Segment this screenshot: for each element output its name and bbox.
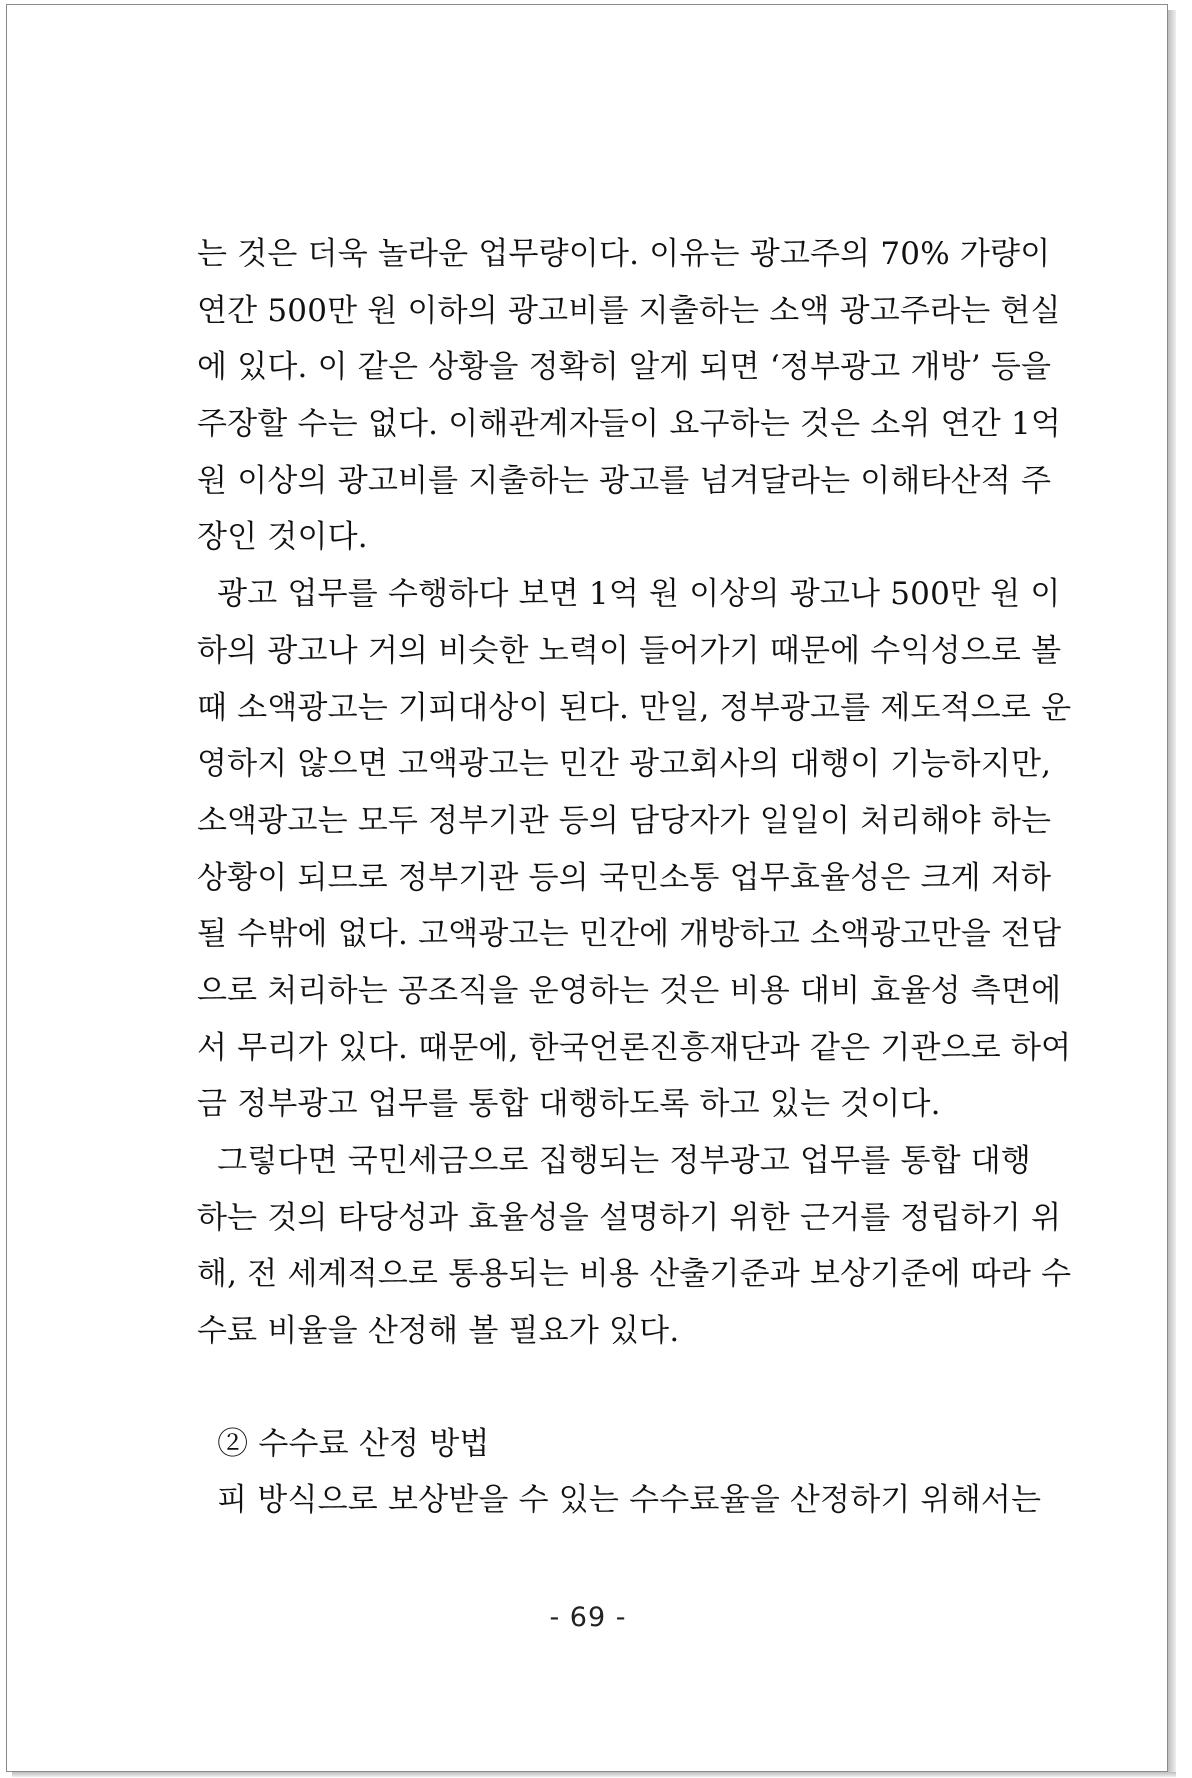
paragraph-3: [197, 1133, 1072, 1360]
text-line: 상황이 되므로 정부기관 등의 국민소통 업무효율성은 크게 저하: [197, 859, 1052, 896]
text-line: 으로 처리하는 공조직을 운영하는 것은 비용 대비 효율성 측면에: [197, 972, 1062, 1009]
page-shadow-right: [1168, 10, 1176, 1774]
text-line: 하의 광고나 거의 비슷한 노력이 들어가기 때문에 수익성으로 볼: [197, 632, 1062, 669]
text-line: 될 수밖에 없다. 고액광고는 민간에 개방하고 소액광고만을 전담: [197, 916, 1062, 953]
text-line: 해, 전 세계적으로 통용되는 비용 산출기준과 보상기준에 따라 수: [197, 1256, 1072, 1293]
text-line: 연간 500만 원 이하의 광고비를 지출하는 소액 광고주라는 현실: [197, 292, 1061, 329]
section-heading-text: ② 수수료 산정 방법: [197, 1425, 490, 1462]
text-line: 하는 것의 타당성과 효율성을 설명하기 위한 근거를 정립하기 위: [197, 1199, 1062, 1236]
paragraph-1: [197, 226, 1062, 566]
text-line: 수료 비율을 산정해 볼 필요가 있다.: [197, 1313, 680, 1350]
text-line: 원 이상의 광고비를 지출하는 광고를 넘겨달라는 이해타산적 주: [197, 462, 1052, 499]
paragraph-4: [197, 1472, 1042, 1529]
text-line: 피 방식으로 보상받을 수 있는 수수료율을 산정하기 위해서는: [197, 1482, 1042, 1519]
text-line: 서 무리가 있다. 때문에, 한국언론진흥재단과 같은 기관으로 하여: [197, 1029, 1072, 1066]
text-line: 때 소액광고는 기피대상이 된다. 만일, 정부광고를 제도적으로 운: [197, 689, 1072, 726]
text-line: 에 있다. 이 같은 상황을 정확히 알게 되면 ‘정부광고 개방’ 등을: [197, 349, 1052, 386]
text-line: 장인 것이다.: [197, 519, 368, 556]
text-line: 는 것은 더욱 놀라운 업무량이다. 이유는 광고주의 70% 가량이: [197, 236, 1051, 272]
page-shadow-bottom: [12, 1772, 1176, 1777]
text-line: 주장할 수는 없다. 이해관계자들이 요구하는 것은 소위 연간 1억: [197, 406, 1062, 443]
text-line: 금 정부광고 업무를 통합 대행하도록 하고 있는 것이다.: [197, 1086, 941, 1123]
text-line: 영하지 않으면 고액광고는 민간 광고회사의 대행이 기능하지만,: [197, 746, 1052, 783]
text-line: 소액광고는 모두 정부기관 등의 담당자가 일일이 처리해야 하는: [197, 802, 1052, 839]
section-heading: [197, 1416, 972, 1473]
text-line: 광고 업무를 수행하다 보면 1억 원 이상의 광고나 500만 원 이: [197, 576, 1061, 613]
paragraph-2: [197, 566, 1072, 1133]
page-body: [197, 226, 1072, 1529]
page-number: - 69 -: [549, 1602, 627, 1633]
text-line: 그렇다면 국민세금으로 집행되는 정부광고 업무를 통합 대행: [197, 1143, 1032, 1179]
document-page: [6, 4, 1168, 1772]
